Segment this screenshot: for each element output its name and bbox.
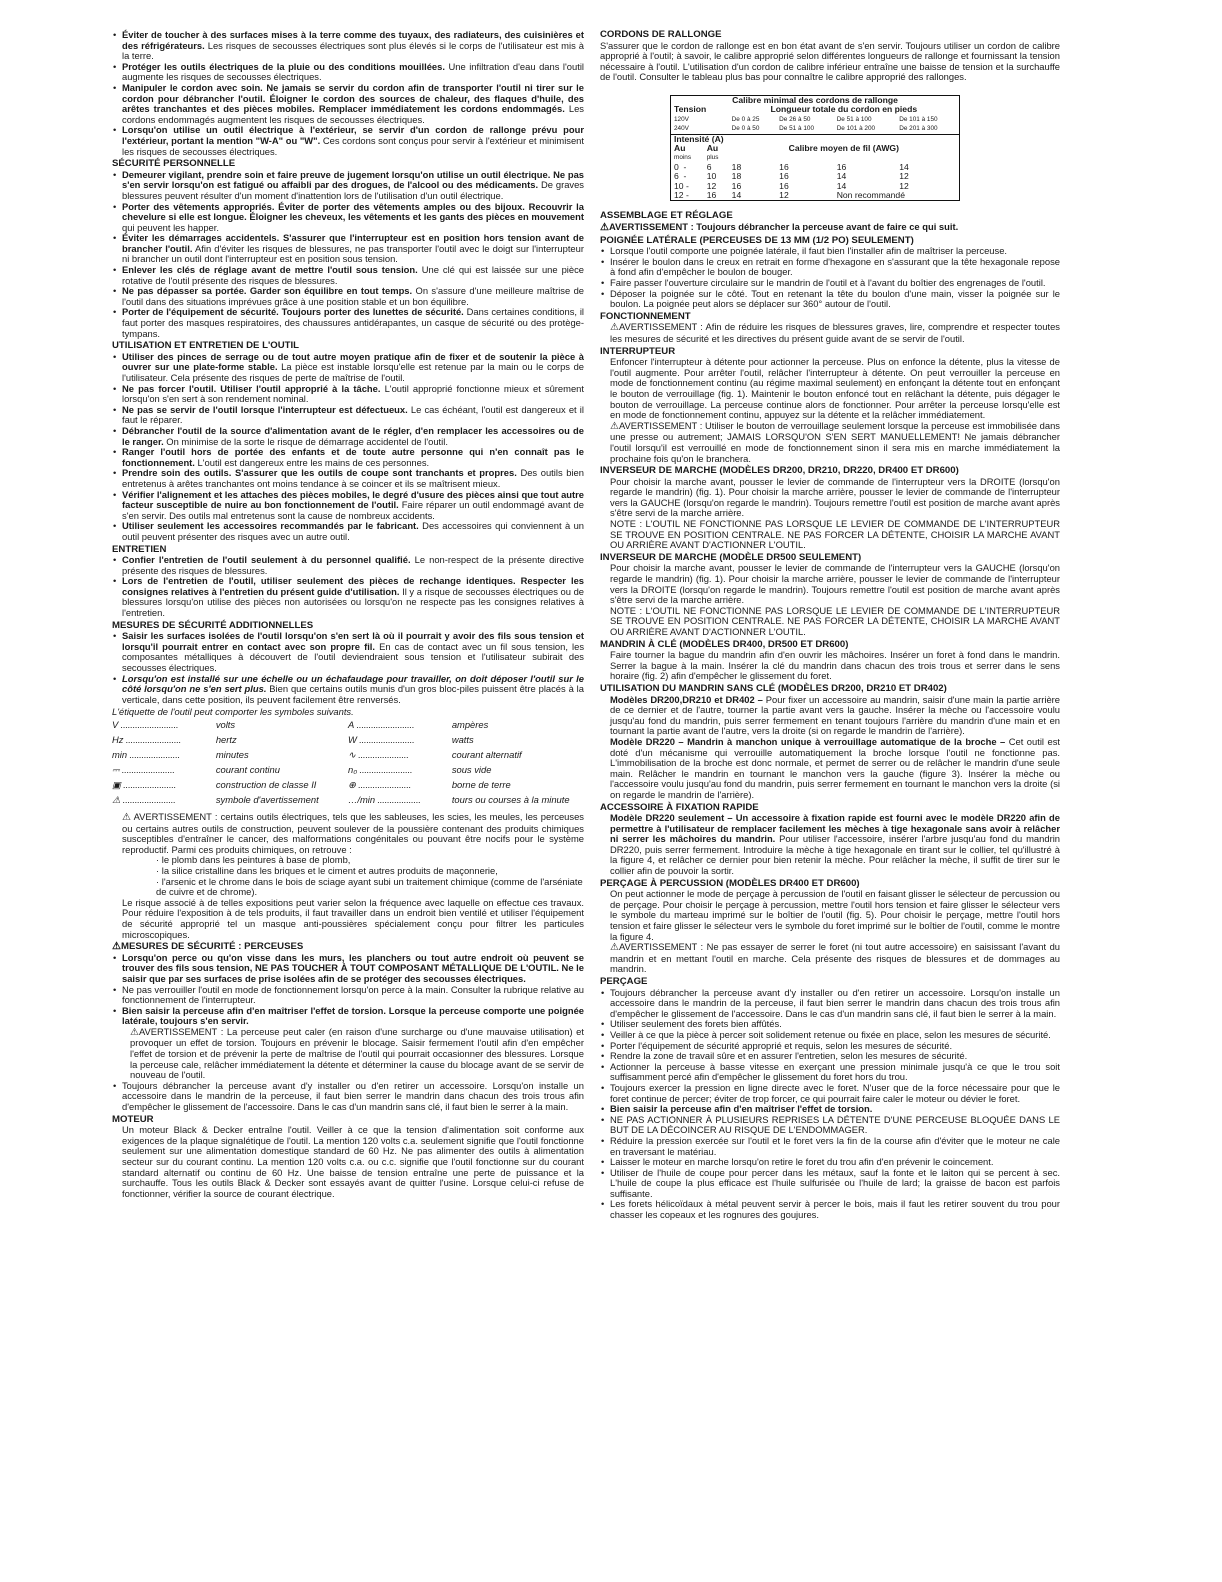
symbol-definition: borne de terre — [451, 779, 511, 790]
symbols-intro: L'étiquette de l'outil peut comporter les symboles suivants. — [112, 706, 354, 718]
list-item: • Porter des vêtements appropriés. Éviter de porter des vêtements amples ou des bijoux. Recouvrir la chevelure si elle est longue. Éloigner les cheveux, les vêtements et les gants des pièces en mouvement qui peuvent les happer. — [122, 202, 584, 234]
reverse-text: Pour choisir la marche avant, pousser le levier de commande de l'interrupteur vers la GAUCHE (lorsqu'on regarde le mandrin) (fig. 1). Pour choisir la marche arrière, pousser le levier de commande de l'interrupteur vers la DROITE (lorsqu'on regarde le mandrin). Toujours remettre l'outil est position de marche avant après s'être servi de la marche arrière. — [610, 562, 1060, 606]
section-heading: MANDRIN À CLÉ (MODÈLES DR400, DR500 ET DR600) — [600, 638, 849, 650]
list-item: • Utiliser seulement les accessoires recommandés par le fabricant. Des accessoires qui conviennent à un outil peuvent présenter des risques avec un autre outil. — [122, 521, 584, 542]
table-cell: 12 — [899, 180, 909, 191]
list-item: • Éviter de toucher à des surfaces mises à la terre comme des tuyaux, des radiateurs, des cuisinières et des réfrigérateurs. Les risques de secousses électriques sont plus élevés si le corps de l'utilisateur est mis à la terre. — [122, 30, 584, 62]
list-item: • Lorsque l'outil comporte une poignée latérale, il faut bien l'installer afin de maîtriser la perceuse. — [610, 246, 1060, 257]
symbol: min ..................... — [112, 749, 181, 760]
section-heading: INVERSEUR DE MARCHE (MODÈLES DR200, DR210, DR220, DR400 ET DR600) — [600, 465, 959, 477]
section-heading: INVERSEUR DE MARCHE (MODÈLE DR500 SEULEMENT) — [600, 551, 862, 563]
list-item: • Bien saisir la perceuse afin d'en maîtriser l'effet de torsion. — [610, 1104, 1060, 1115]
table-cell: 12 — [706, 180, 717, 191]
table-row — [671, 144, 960, 153]
table-row — [671, 153, 960, 162]
table-row — [112, 795, 584, 810]
list-item: • Ne pas se servir de l'outil lorsque l'interrupteur est défectueux. Le cas échéant, l'outil est dangereux et il faut le réparer. — [122, 405, 584, 426]
table-cell: 12 — [899, 171, 909, 182]
list-item: · la silice cristalline dans les briques et le ciment et autres produits de maçonnerie, — [156, 864, 498, 876]
list-item: • Ranger l'outil hors de portée des enfants et de toute autre personne qui n'en connaît pas le fonctionnement. L'outil est dangereux entre les mains de ces personnes. — [122, 447, 584, 468]
section-heading: MOTEUR — [112, 1113, 154, 1125]
symbol-definition: symbole d'avertissement — [215, 794, 319, 805]
list-item: • Éviter les démarrages accidentels. S'assurer que l'interrupteur est en position hors tension avant de brancher l'outil. Afin d'éviter les risques de blessures, ne pas transporter l'outil avec le doigt sur l'interrupteur ni brancher un outil dont l'interrupteur est en position sous tension. — [122, 233, 584, 265]
list-item: • Saisir les surfaces isolées de l'outil lorsqu'on s'en sert là où il pourrait y avoir des fils sous tension et lorsqu'il pourrait entrer en contact avec son propre fil. En cas de contact avec un fil sous tension, les composantes métalliques à découvert de l'outil deviendraient sous tension et l'utilisateur subirait des secousses électriques. — [122, 631, 584, 673]
list-item: • Faire passer l'ouverture circulaire sur le mandrin de l'outil et à l'avant du boîtier des engrenages de l'outil. — [610, 278, 1060, 289]
list-item: • Enlever les clés de réglage avant de mettre l'outil sous tension. Une clé qui est laissée sur une pièce rotative de l'outil présente des risques de blessures. — [122, 265, 584, 286]
table-row — [112, 765, 584, 780]
list-item: • Vérifier l'alignement et les attaches des pièces mobiles, le degré d'usure des pièces ainsi que tout autre facteur susceptible de nuire au bon fonctionnement de l'outil. Faire réparer un outil endommagé avant de s'en servir. Des outils mal entretenus sont la cause de nombreux accidents. — [122, 490, 584, 522]
list-item: • Insérer le boulon dans le creux en retrait en forme d'hexagone en s'assurant que la tête hexagonale repose à fond afin d'empêcher le boulon de bouger. — [610, 257, 1060, 278]
table-cell: De 0 à 50 — [731, 125, 760, 133]
service-bullets — [112, 555, 584, 619]
switch-text: Enfoncer l'interrupteur à détente pour actionner la perceuse. Plus on enfonce la détente, plus la vitesse de l'outil augmente. Pour arrêter l'outil, relâcher l'interrupteur à détente. On peut verrouiller la perceuse en mode de fonctionnement continu (au régime maximal seulement) en enfonçant la détente tout en enfonçant le bouton de verrouillage (fig. 1). Maintenir le bouton enfoncé tout en relâchant la détente, puis dégager le bouton de verrouillage. La perceuse continue alors de fonctionner. Pour arrêter la perceuse lorsqu'elle est en mode de fonctionnement continu, appuyez sur la détente et la relâcher immédiatement. — [610, 356, 1060, 421]
list-item: • Utiliser de l'huile de coupe pour percer dans les métaux, sauf la fonte et le laiton qui se percent à sec. L'huile de coupe la plus efficace est l'huile sulfurisée ou l'huile de lard; la graisse de bacon est parfois suffisante. — [610, 1168, 1060, 1200]
section-heading: FONCTIONNEMENT — [600, 310, 691, 322]
symbol-definition: courant continu — [215, 764, 280, 775]
chemical-after: Le risque associé à de telles expositions peut varier selon la fréquence avec laquelle on effectue ces travaux. Pour réduire l'exposition à de tels produits, il faut travailler dans un endroit bien ventilé et utiliser l'équipement de sécurité approprié tel un masque anti-poussières spécialement conçu pour filtrer les particules microscopiques. — [122, 896, 584, 940]
table-cell: 14 — [836, 180, 847, 191]
symbols-table — [112, 720, 584, 810]
cord-gauge-table — [670, 95, 960, 201]
dr220-text: Modèle DR220 – Mandrin à manchon unique à verrouillage automatique de la broche – Cet outil est doté d'un mécanisme qui verrouille automatiquement la broche lorsque l'outil ne fonctionne pas. L'immobilisation de la broche est donc normale, et permet de serrer ou de relâcher le mandrin d'une seule main. Relâcher le mandrin en tournant le manchon vers la gauche (figure 3). Insérer la mèche ou l'accessoire voulu jusqu'au fond du mandrin, puis serrer fermement en tournant le manchon vers la droite (si on regarde le mandrin de l'arrière). — [610, 735, 1060, 800]
list-item: • Utiliser des pinces de serrage ou de tout autre moyen pratique afin de fixer et de soutenir la pièce à ouvrer sur une plate-forme stable. La pièce est instable lorsqu'elle est retenue par la main ou le corps de l'utilisateur. Cela présente des risques de perte de maîtrise de l'outil. — [122, 352, 584, 384]
list-item: • Protéger les outils électriques de la pluie ou des conditions mouillées. Une infiltration d'eau dans l'outil augmente les risques de secousses électriques. — [122, 62, 584, 83]
column-header: Intensité (A) — [674, 133, 724, 144]
symbol-definition: hertz — [215, 734, 237, 745]
warning-icon: ⚠ — [610, 322, 619, 334]
drilling-bullets — [600, 988, 1060, 1221]
section-heading: UTILISATION DU MANDRIN SANS CLÉ (MODÈLES DR200, DR210 ET DR402) — [600, 682, 947, 694]
table-cell: De 101 à 200 — [836, 125, 876, 133]
chemical-warning: ⚠ AVERTISSEMENT : certains outils électriques, tels que les sableuses, les scies, les meules, les perceuses ou certains autres outils de construction, peuvent soulever de la poussière contenant des produits chimiques susceptibles d'entraîner le cancer, des malformations congénitales ou pouvant être nocifs pour le système reproductif. Parmi ces produits chimiques, on retrouve : — [122, 811, 584, 855]
reverse-note: NOTE : L'OUTIL NE FONCTIONNE PAS LORSQUE LE LEVIER DE COMMANDE DE L'INTERRUPTEUR SE TROUVE EN POSITION CENTRALE. NE PAS FORCER LA DÉTENTE, CHOISIR LA MARCHE AVANT OU ARRIÈRE AVANT D'ACTIONNER L'OUTIL. — [610, 518, 1060, 551]
symbol-definition: watts — [451, 734, 474, 745]
table-cell: 14 — [731, 190, 742, 201]
table-cell: 6 — [706, 161, 712, 172]
list-item: • Porter l'équipement de sécurité approprié et requis, selon les mesures de sécurité. — [610, 1041, 1060, 1052]
section-heading: SÉCURITÉ PERSONNELLE — [112, 158, 236, 170]
table-cell: 10 — [706, 171, 717, 182]
list-item: • Les forets hélicoïdaux à métal peuvent servir à percer le bois, mais il faut les retirer souvent du trou pour chasser les copeaux et les rognures des goujures. — [610, 1199, 1060, 1220]
reverse-note: NOTE : L'OUTIL NE FONCTIONNE PAS LORSQUE LE LEVIER DE COMMANDE DE L'INTERRUPTEUR SE TROUVE EN POSITION CENTRALE. NE PAS FORCER LA DÉTENTE, CHOISIR LA MARCHE AVANT OU ARRIÈRE AVANT D'ACTIONNER L'OUTIL. — [610, 604, 1060, 637]
table-cell: 6 - — [674, 171, 687, 182]
symbol: ⎓ ...................... — [112, 764, 175, 775]
list-item: • NE PAS ACTIONNER À PLUSIEURS REPRISES LA DÉTENTE D'UNE PERCEUSE BLOQUÉE DANS LE BUT DE LA DÉCOINCER AU RISQUE DE L'ENDOMMAGER. — [610, 1115, 1060, 1136]
additional-bullets — [112, 631, 584, 705]
section-heading: ENTRETIEN — [112, 543, 167, 555]
column-header: Au — [706, 143, 719, 153]
symbol: ⊕ ...................... — [347, 779, 412, 790]
table-cell: 120V — [674, 115, 689, 123]
use-bullets — [112, 352, 584, 543]
section-heading: POIGNÉE LATÉRALE (PERCEUSES DE 13 MM (1/2 PO) SEULEMENT) — [600, 234, 914, 246]
list-item: • Bien saisir la perceuse afin d'en maîtriser l'effet de torsion. Lorsque la perceuse comporte une poignée latérale, toujours s'en servir. — [122, 1006, 584, 1027]
hammer-text: On peut actionner le mode de perçage à percussion de l'outil en faisant glisser le sélecteur de percussion ou de perçage. Pour choisir le perçage à percussion, mettre l'outil hors tension et faire glisser le sélecteur vers le symbole du marteau imprimé sur le boîtier de l'outil (fig. 5). Pour choisir le perçage, mettre l'outil hors tension et faire glisser le sélecteur vers le symbole du foret imprimé sur le boîtier de l'outil, comme le montre la figure 4. — [610, 888, 1060, 942]
switch-warning: ⚠AVERTISSEMENT : Utiliser le bouton de verrouillage seulement lorsque la perceuse est immobilisée dans une presse ou autrement; JAMAIS LORSQU'ON S'EN SERT MANUELLEMENT! Ne jamais débrancher l'outil lorsqu'il est verrouillé en mode de fonctionnement sinon il sera mis en marche immédiatement la prochaine fois qu'on le branchera. — [610, 419, 1060, 464]
list-item: • Utiliser seulement des forets bien affûtés. — [610, 1019, 1060, 1030]
table-cell: 16 — [706, 190, 717, 201]
warning-icon: ⚠ — [130, 1026, 139, 1038]
list-item: • Lorsqu'on utilise un outil électrique à l'extérieur, se servir d'un cordon de rallonge prévu pour l'extérieur, portant la mention "W-A" ou "W". Ces cordons sont conçus pour servir à l'extérieur et minimisent les risques de secousses électriques. — [122, 125, 584, 157]
symbol: A ........................ — [347, 719, 415, 730]
list-item: • Demeurer vigilant, prendre soin et faire preuve de jugement lorsqu'on utilise un outil électrique. Ne pas s'en servir lorsqu'on est fatigué ou affaibli par des drogues, de l'alcool ou des médicaments. De graves blessures peuvent résulter d'un moment d'inattention lors de l'utilisation d'un outil électrique. — [122, 170, 584, 202]
intro-bullets — [112, 30, 584, 157]
list-item: · le plomb dans les peintures à base de plomb, — [156, 854, 351, 866]
section-heading: INTERRUPTEUR — [600, 345, 676, 357]
list-item: • Toujours débrancher la perceuse avant d'y installer ou d'en retirer un accessoire. Lorsqu'on installe un accessoire dans le mandrin de la perceuse, il faut bien serrer le mandrin dans chacun des trois trous afin d'empêcher le glissement de l'accessoire. Dans le cas d'un mandrin sans clé, il faut bien le serrer à la main. — [122, 1081, 584, 1113]
list-item: • Confier l'entretien de l'outil seulement à du personnel qualifié. Le non-respect de la présente directive présente des risques de blessures. — [122, 555, 584, 576]
section-heading: ⚠MESURES DE SÉCURITÉ : PERCEUSES — [112, 941, 304, 953]
warning-icon: ⚠ — [600, 222, 609, 234]
list-item: • Lors de l'entretien de l'outil, utiliser seulement des pièces de rechange identiques. Respecter les consignes relatives à l'entretien du présent guide d'utilisation. Il y a risque de secousses électriques ou de blessures lorsqu'on utilise des pièces non autorisées ou lorsqu'on ne respecte pas les consignes relatives à l'entretien. — [122, 576, 584, 618]
list-item: • Ne pas verrouiller l'outil en mode de fonctionnement lorsqu'on perce à la main. Consulter la rubrique relative au fonctionnement de l'interrupteur. — [122, 985, 584, 1006]
list-item: • Lorsqu'on est installé sur une échelle ou un échafaudage pour travailler, on doit déposer l'outil sur le côté lorsqu'on ne s'en sert plus. Bien que certains outils munis d'un gros bloc-piles puissent être placés à la verticale, dans cette position, ils peuvent facilement être renversés. — [122, 674, 584, 706]
table-cell: 16 — [836, 161, 847, 172]
symbol: ⚠ ...................... — [112, 794, 176, 805]
table-cell: 14 — [836, 171, 847, 182]
motor-text: Un moteur Black & Decker entraîne l'outil. Veiller à ce que la tension d'alimentation soit conforme aux exigences de la plaque signalétique de l'outil. La mention 120 volts c.a. seulement signifie que l'outil fonctionne seulement sur une alimentation domestique standard de 60 Hz. Ne pas alimenter des outils à alimentation secteur sur du courant continu. La mention 120 volts c.a. ou c.c. signifie que l'outil fonctionne sur du courant standard alternatif ou continu de 60 Hz. Une baisse de tension entraîne une perte de puissance et la surchauffe. Tous les outils Black & Decker sont essayés avant de quitter l'usine. Lorsque celui-ci refuse de fonctionner, vérifier la source de courant électrique. — [122, 1124, 584, 1199]
table-cell: 18 — [731, 161, 742, 172]
symbol: …/min .................. — [347, 794, 421, 805]
table-cell: moins — [674, 154, 692, 162]
table-cell: 14 — [899, 161, 909, 172]
drill-warning: ⚠AVERTISSEMENT : La perceuse peut caler (en raison d'une surcharge ou d'une mauvaise utilisation) et provoquer un effet de torsion. Toujours en prévenir le blocage. Saisir fermement l'outil afin d'en empêcher l'effet de torsion et de prévenir la perte de maîtrise de l'outil qui pourrait occasionner des blessures. Lorsque la perceuse cale, relâcher immédiatement la détente et déterminer la cause du blocage avant de se servir de nouveau de l'outil. — [130, 1025, 584, 1081]
column-header: Tension — [674, 104, 707, 115]
symbol: W ....................... — [347, 734, 415, 745]
list-item: • Toujours débrancher la perceuse avant d'y installer ou d'en retirer un accessoire. Lorsqu'on installe un accessoire dans le mandrin de la perceuse, il faut bien serrer le mandrin dans chacun des trois trous afin d'empêcher le glissement de l'accessoire. Dans le cas d'un mandrin sans clé, il faut bien le serrer à la main. — [610, 988, 1060, 1020]
column-header: Au — [674, 143, 686, 153]
list-item: • Toujours exercer la pression en ligne directe avec le foret. N'user que de la force nécessaire pour que le foret continue de percer; éviter de trop forcer, ce qui pourrait faire caler le moteur ou dévier le foret. — [610, 1083, 1060, 1104]
symbol-definition: courant alternatif — [451, 749, 522, 760]
table-cell: 12 — [779, 190, 789, 201]
warning-icon: ⚠ — [610, 420, 619, 432]
table-cell: 12 - — [674, 190, 689, 201]
table-cell: plus — [706, 154, 719, 162]
quick-text: Modèle DR220 seulement – Un accessoire à fixation rapide est fourni avec le modèle DR220 afin de permettre à l'utilisateur de remplacer facilement les mèches à tige hexagonale sans avoir à relâcher ni serrer les mâchoires du mandrin. Pour utiliser l'accessoire, insérer l'arbre jusqu'au fond du mandrin DR220, puis serrer fermement. Introduire la mèche à tige hexagonale en tirant sur le collier, tel qu'illustré à la figure 4, et relâcher ce dernier pour bien retenir la mèche. Pour relâcher la mèche, il suffit de tirer sur le collier afin de pouvoir la sortir. — [610, 812, 1060, 877]
table-cell: 240V — [674, 125, 689, 133]
symbol-definition: sous vide — [451, 764, 492, 775]
list-item: • Débrancher l'outil de la source d'alimentation avant de le régler, d'en remplacer les accessoires ou de le ranger. On minimise de la sorte le risque de démarrage accidentel de l'outil. — [122, 426, 584, 447]
list-item: • Porter de l'équipement de sécurité. Toujours porter des lunettes de sécurité. Dans certaines conditions, il faut porter des masques respiratoires, des chaussures antidérapantes, un casque de sécurité ou des protège-tympans. — [122, 307, 584, 339]
table-title: Calibre minimal des cordons de rallonge — [732, 94, 898, 105]
left-column — [112, 30, 584, 1199]
section-heading: ASSEMBLAGE ET RÉGLAGE — [600, 210, 733, 222]
list-item: • Manipuler le cordon avec soin. Ne jamais se servir du cordon afin de transporter l'outil ni tirer sur le cordon pour débrancher l'outil. Éloigner le cordon des sources de chaleur, des flaques d'huile, des arêtes tranchantes et des pièces mobiles. Remplacer immédiatement les cordons endommagés. Les cordons endommagés augmentent les risques de secousses électriques. — [122, 83, 584, 125]
table-cell: 18 — [731, 171, 742, 182]
cords-text: S'assurer que le cordon de rallonge est en bon état avant de s'en servir. Toujours utiliser un cordon de calibre approprié à l'outil; à savoir, le calibre approprié selon différentes longueurs de rallonge et fournissant la tension nécessaire à l'outil. L'utilisation d'un cordon de calibre inférieur entraîne une baisse de tension et la surchauffe de l'outil. Consulter le tableau plus bas pour connaître le calibre approprié des rallonges. — [600, 39, 1060, 83]
section-heading: PERÇAGE À PERCUSSION (MODÈLES DR400 ET DR600) — [600, 877, 860, 889]
symbol-definition: volts — [215, 719, 236, 730]
personal-bullets — [112, 170, 584, 340]
list-item: • Rendre la zone de travail sûre et en assurer l'entretien, selon les mesures de sécurité. — [610, 1051, 1060, 1062]
table-row — [112, 720, 584, 735]
list-item: · l'arsenic et le chrome dans le bois de sciage ayant subi un traitement chimique (comme de l'arséniate de cuivre et de chrome). — [156, 875, 583, 898]
symbol-definition: construction de classe II — [215, 779, 317, 790]
warning-icon: ⚠ — [112, 941, 121, 953]
drill-bullets — [112, 953, 584, 1027]
table-row — [112, 750, 584, 765]
section-heading: ACCESSOIRE À FIXATION RAPIDE — [600, 801, 759, 813]
table-cell: 16 — [779, 161, 789, 172]
hammer-warning: ⚠AVERTISSEMENT : Ne pas essayer de serrer le foret (ni tout autre accessoire) en saisissant l'avant du mandrin et en mettant l'outil en marche. Cela présente des risques de blessures et de dommages au mandrin. — [610, 941, 1060, 975]
section-heading: UTILISATION ET ENTRETIEN DE L'OUTIL — [112, 340, 300, 352]
symbol: V ........................ — [112, 719, 179, 730]
list-item: • Ne pas forcer l'outil. Utiliser l'outil approprié à la tâche. L'outil approprié fonctionne mieux et sûrement lorsqu'on s'en sert à son rendement nominal. — [122, 384, 584, 405]
table-cell: De 51 à 100 — [779, 125, 814, 133]
drill-last — [112, 1081, 584, 1113]
assembly-warning: ⚠AVERTISSEMENT : Toujours débrancher la perceuse avant de faire ce qui suit. — [600, 221, 959, 234]
table-row — [112, 780, 584, 795]
symbol-definition: minutes — [215, 749, 249, 760]
symbol: Hz ....................... — [112, 734, 182, 745]
section-heading: PERÇAGE — [600, 976, 648, 987]
list-item: • Lorsqu'on perce ou qu'on visse dans les murs, les planchers ou tout autre endroit où peuvent se trouver des fils sous tension, NE PAS TOUCHER À TOUT COMPOSANT MÉTALLIQUE DE L'OUTIL. Ne le saisir que par ses surfaces de prise isolées afin de se protéger des secousses électriques. — [122, 953, 584, 985]
right-column — [600, 30, 1060, 1221]
side-handle-bullets — [600, 246, 1060, 310]
table-cell: De 101 à 150 — [899, 115, 938, 123]
table-row — [671, 115, 960, 124]
chemical-list — [112, 855, 584, 897]
column-header: Calibre moyen de fil (AWG) — [788, 143, 899, 153]
table-row — [671, 124, 960, 134]
table-cell: 16 — [779, 171, 789, 182]
list-item: • Veiller à ce que la pièce à percer soit solidement retenue ou fixée en place, selon les mesures de sécurité. — [610, 1030, 1060, 1041]
list-item: • Laisser le moteur en marche lorsqu'on retire le foret du trou afin d'en prévenir le coincement. — [610, 1157, 1060, 1168]
table-cell: De 26 à 50 — [779, 115, 811, 123]
keyless-text: Modèles DR200,DR210 et DR402 – Pour fixer un accessoire au mandrin, saisir d'une main la partie arrière de ce dernier et de l'autre, tourner la partie avant vers la gauche. Insérer la mèche ou l'accessoire voulu jusqu'au fond du mandrin, puis serrer fermement en tenant toujours l'arrière du mandrin d'une main et en tournant la partie avant de l'autre, vers la droite (si on regarde le mandrin de l'arrière). — [610, 693, 1060, 737]
warning-icon: ⚠ — [122, 812, 131, 823]
symbol-definition: ampères — [451, 719, 489, 730]
table-cell: De 51 à 100 — [836, 115, 872, 123]
table-row — [671, 191, 960, 201]
table-row — [671, 105, 960, 114]
list-item: • Réduire la pression exercée sur l'outil et le foret vers la fin de la course afin d'éviter que le moteur ne cale en traversant le matériau. — [610, 1136, 1060, 1157]
list-item: • Prendre soin des outils. S'assurer que les outils de coupe sont tranchants et propres. Des outils bien entretenus à arêtes tranchantes ont moins tendance à se coincer et ils se maîtrisent mieux. — [122, 468, 584, 489]
symbol-definition: tours ou courses à la minute — [451, 794, 570, 805]
operation-warning: ⚠AVERTISSEMENT : Afin de réduire les risques de blessures graves, lire, comprendre et respecter toutes les mesures de sécurité et les directives du présent guide avant de se servir de l'outil. — [610, 321, 1060, 344]
table-row — [112, 735, 584, 750]
section-heading: CORDONS DE RALLONGE — [600, 29, 722, 40]
list-item: • Actionner la perceuse à basse vitesse en exerçant une pression minimale jusqu'à ce que le trou soit suffisamment percé afin d'empêcher le glissement du foret hors du trou. — [610, 1062, 1060, 1083]
section-heading: MESURES DE SÉCURITÉ ADDITIONNELLES — [112, 619, 314, 631]
list-item: • Déposer la poignée sur le côté. Tout en retenant la tête du boulon d'une main, visser la poignée sur le boulon. La poignée peut alors se déplacer sur 360° autour de l'outil. — [610, 289, 1060, 310]
table-cell: De 201 à 300 — [899, 125, 938, 133]
table-cell: 16 — [731, 180, 742, 191]
column-header: Longueur totale du cordon en pieds — [770, 104, 918, 115]
table-cell: De 0 à 25 — [731, 115, 760, 123]
table-cell: 0 - — [674, 161, 687, 172]
reverse-text: Pour choisir la marche avant, pousser le levier de commande de l'interrupteur vers la DROITE (lorsqu'on regarde le mandrin) (fig. 1). Pour choisir la marche arrière, pousser le levier de commande de l'interrupteur vers la GAUCHE (lorsqu'on regarde le mandrin). Toujours remettre l'outil est position de marche avant après s'être servi de la marche arrière. — [610, 475, 1060, 519]
keyed-chuck-text: Faire tourner la bague du mandrin afin d'en ouvrir les mâchoires. Insérer un foret à fond dans le mandrin. Serrer la bague à la main. Insérer la clé du mandrin dans chacun des trois trous et serrer dans le sens horaire (fig. 2) afin d'empêcher le glissement du foret. — [610, 649, 1060, 682]
table-cell: Non recommandé — [836, 190, 905, 201]
symbol: ∿ ..................... — [347, 749, 409, 760]
list-item: • Ne pas dépasser sa portée. Garder son équilibre en tout temps. On s'assure d'une meilleure maîtrise de l'outil dans des situations imprévues grâce à une position stable et un bon équilibre. — [122, 286, 584, 307]
warning-icon: ⚠ — [610, 942, 619, 954]
table-cell: 16 — [779, 180, 789, 191]
symbol: ▣ ...................... — [112, 779, 177, 790]
table-cell: 10 - — [674, 180, 689, 191]
symbol: n₀ ...................... — [347, 764, 413, 775]
